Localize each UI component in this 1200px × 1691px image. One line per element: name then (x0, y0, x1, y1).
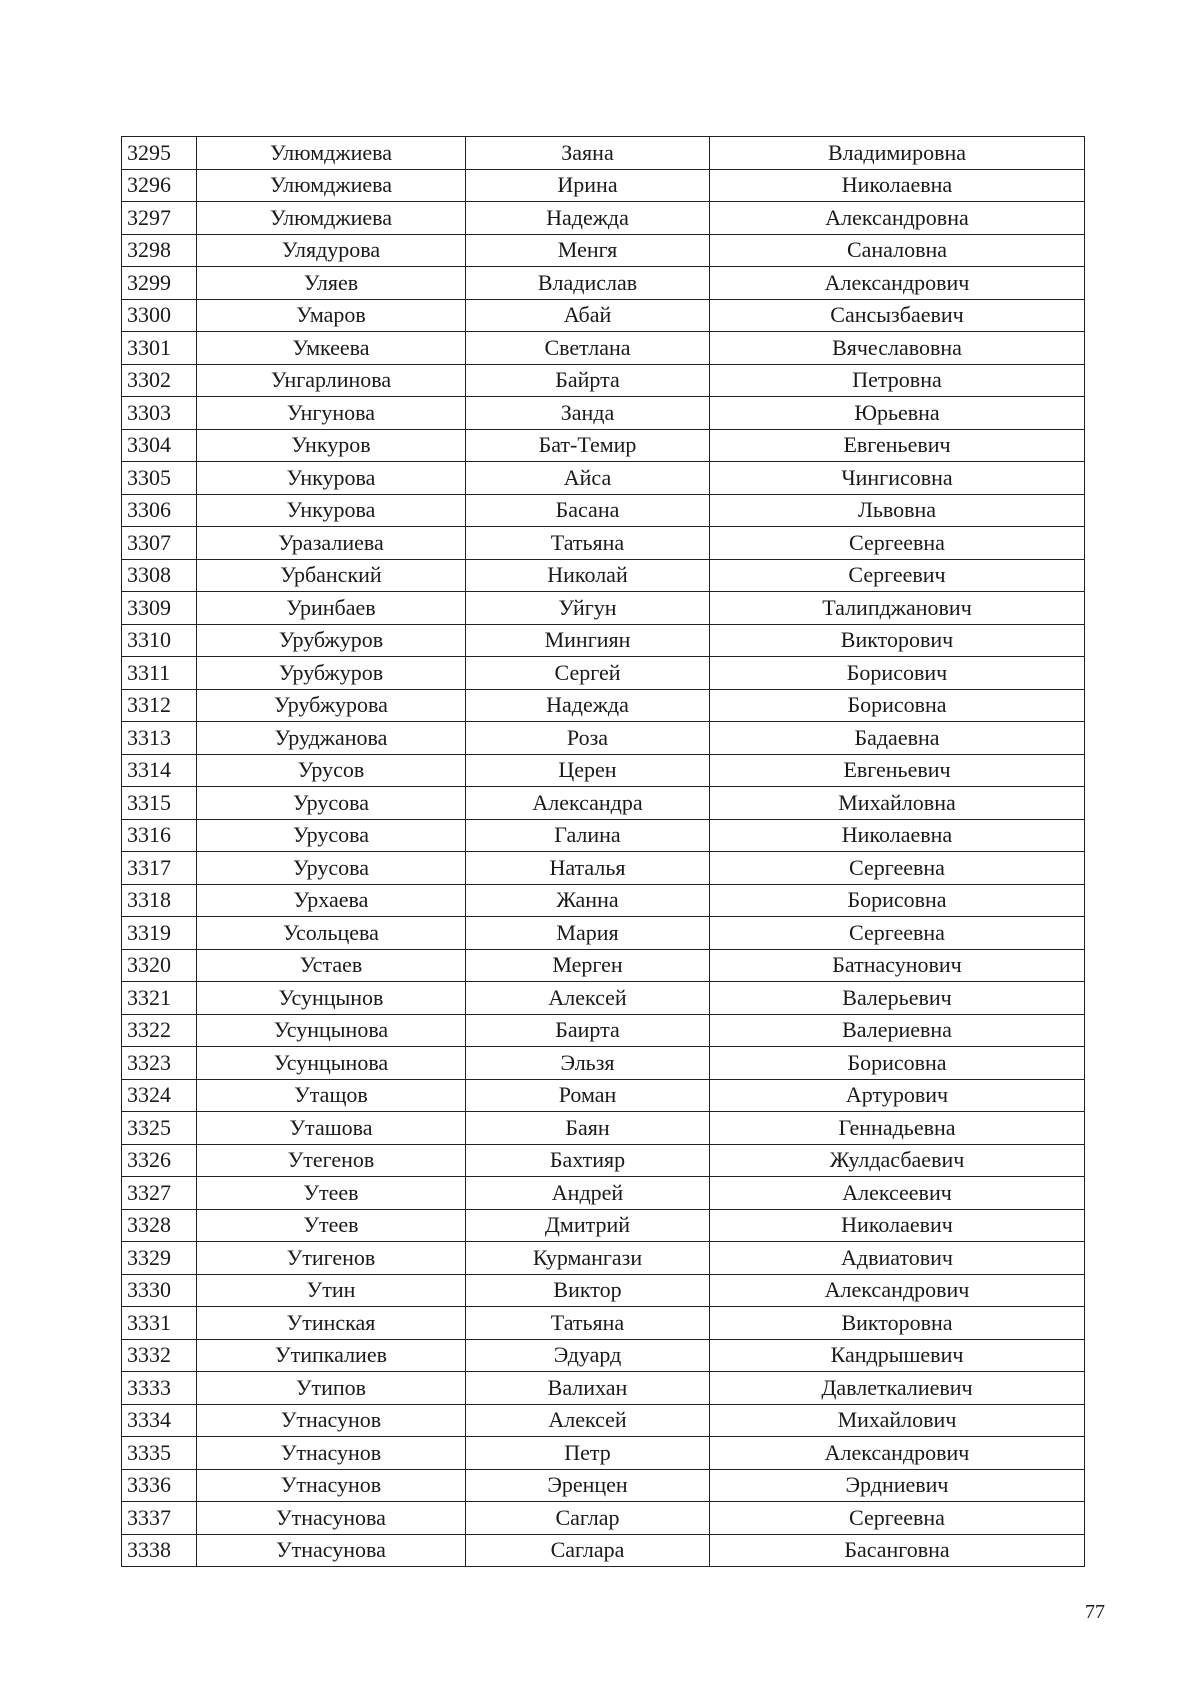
surname-cell: Урусова (197, 852, 466, 885)
table-row (122, 1307, 1085, 1340)
patronymic-cell: Басанговна (710, 1534, 1085, 1567)
patronymic-cell: Артурович (710, 1079, 1085, 1112)
surname-cell: Усунцынова (197, 1014, 466, 1047)
table-row (122, 1047, 1085, 1080)
first-name-cell: Эренцен (466, 1469, 710, 1502)
row-number-cell: 3322 (122, 1014, 197, 1047)
row-number-cell: 3309 (122, 592, 197, 625)
patronymic-cell: Талипджанович (710, 592, 1085, 625)
page-number: 77 (1085, 1601, 1105, 1623)
patronymic-cell: Сергеевна (710, 1502, 1085, 1535)
first-name-cell: Петр (466, 1437, 710, 1470)
patronymic-cell: Сергеевна (710, 852, 1085, 885)
row-number-cell: 3323 (122, 1047, 197, 1080)
first-name-cell: Сергей (466, 657, 710, 690)
patronymic-cell: Геннадьевна (710, 1112, 1085, 1145)
surname-cell: Усунцынов (197, 982, 466, 1015)
patronymic-cell: Николаевна (710, 169, 1085, 202)
surname-cell: Утинская (197, 1307, 466, 1340)
first-name-cell: Саглара (466, 1534, 710, 1567)
patronymic-cell: Батнасунович (710, 949, 1085, 982)
patronymic-cell: Викторович (710, 624, 1085, 657)
table-row (122, 559, 1085, 592)
row-number-cell: 3327 (122, 1177, 197, 1210)
patronymic-cell: Евгеньевич (710, 754, 1085, 787)
first-name-cell: Роза (466, 722, 710, 755)
surname-cell: Утигенов (197, 1242, 466, 1275)
surname-cell: Урусова (197, 819, 466, 852)
first-name-cell: Алексей (466, 1404, 710, 1437)
patronymic-cell: Борисовна (710, 1047, 1085, 1080)
patronymic-cell: Адвиатович (710, 1242, 1085, 1275)
patronymic-cell: Сергеевич (710, 559, 1085, 592)
name-list-body (122, 137, 1085, 1567)
table-row (122, 267, 1085, 300)
surname-cell: Ункурова (197, 494, 466, 527)
first-name-cell: Менгя (466, 234, 710, 267)
row-number-cell: 3337 (122, 1502, 197, 1535)
row-number-cell: 3335 (122, 1437, 197, 1470)
patronymic-cell: Александрович (710, 267, 1085, 300)
surname-cell: Уразалиева (197, 527, 466, 560)
row-number-cell: 3302 (122, 364, 197, 397)
row-number-cell: 3318 (122, 884, 197, 917)
surname-cell: Утнасунов (197, 1469, 466, 1502)
table-row (122, 137, 1085, 170)
first-name-cell: Бахтияр (466, 1144, 710, 1177)
first-name-cell: Абай (466, 299, 710, 332)
patronymic-cell: Жулдасбаевич (710, 1144, 1085, 1177)
surname-cell: Утащов (197, 1079, 466, 1112)
table-row (122, 754, 1085, 787)
surname-cell: Урусова (197, 787, 466, 820)
row-number-cell: 3321 (122, 982, 197, 1015)
first-name-cell: Басана (466, 494, 710, 527)
first-name-cell: Церен (466, 754, 710, 787)
first-name-cell: Эдуард (466, 1339, 710, 1372)
table-row (122, 949, 1085, 982)
patronymic-cell: Владимировна (710, 137, 1085, 170)
patronymic-cell: Эрдниевич (710, 1469, 1085, 1502)
first-name-cell: Александра (466, 787, 710, 820)
first-name-cell: Наталья (466, 852, 710, 885)
patronymic-cell: Александровна (710, 202, 1085, 235)
surname-cell: Урубжурова (197, 689, 466, 722)
table-row (122, 1014, 1085, 1047)
row-number-cell: 3310 (122, 624, 197, 657)
patronymic-cell: Александрович (710, 1437, 1085, 1470)
surname-cell: Уташова (197, 1112, 466, 1145)
surname-cell: Утипкалиев (197, 1339, 466, 1372)
table-row (122, 852, 1085, 885)
table-row (122, 169, 1085, 202)
patronymic-cell: Борисовна (710, 884, 1085, 917)
first-name-cell: Николай (466, 559, 710, 592)
patronymic-cell: Сансызбаевич (710, 299, 1085, 332)
first-name-cell: Эльзя (466, 1047, 710, 1080)
first-name-cell: Курмангази (466, 1242, 710, 1275)
surname-cell: Урубжуров (197, 624, 466, 657)
surname-cell: Утеев (197, 1177, 466, 1210)
first-name-cell: Занда (466, 397, 710, 430)
table-row (122, 657, 1085, 690)
table-row (122, 592, 1085, 625)
name-list-table (121, 136, 1085, 1567)
surname-cell: Утнасунов (197, 1404, 466, 1437)
patronymic-cell: Валериевна (710, 1014, 1085, 1047)
row-number-cell: 3297 (122, 202, 197, 235)
patronymic-cell: Петровна (710, 364, 1085, 397)
row-number-cell: 3296 (122, 169, 197, 202)
first-name-cell: Саглар (466, 1502, 710, 1535)
row-number-cell: 3333 (122, 1372, 197, 1405)
table-row (122, 202, 1085, 235)
surname-cell: Ункуров (197, 429, 466, 462)
table-row (122, 917, 1085, 950)
first-name-cell: Жанна (466, 884, 710, 917)
table-row (122, 982, 1085, 1015)
patronymic-cell: Викторовна (710, 1307, 1085, 1340)
table-row (122, 1144, 1085, 1177)
first-name-cell: Надежда (466, 689, 710, 722)
patronymic-cell: Николаевна (710, 819, 1085, 852)
table-row (122, 1079, 1085, 1112)
table-row (122, 1404, 1085, 1437)
row-number-cell: 3328 (122, 1209, 197, 1242)
table-row (122, 1534, 1085, 1567)
row-number-cell: 3314 (122, 754, 197, 787)
row-number-cell: 3319 (122, 917, 197, 950)
first-name-cell: Заяна (466, 137, 710, 170)
row-number-cell: 3326 (122, 1144, 197, 1177)
patronymic-cell: Валерьевич (710, 982, 1085, 1015)
first-name-cell: Баян (466, 1112, 710, 1145)
surname-cell: Унгунова (197, 397, 466, 430)
row-number-cell: 3300 (122, 299, 197, 332)
table-row (122, 364, 1085, 397)
table-row (122, 1469, 1085, 1502)
table-row (122, 429, 1085, 462)
table-row (122, 722, 1085, 755)
first-name-cell: Мария (466, 917, 710, 950)
patronymic-cell: Борисовна (710, 689, 1085, 722)
patronymic-cell: Борисович (710, 657, 1085, 690)
table-row (122, 689, 1085, 722)
surname-cell: Уринбаев (197, 592, 466, 625)
surname-cell: Улюмджиева (197, 137, 466, 170)
row-number-cell: 3303 (122, 397, 197, 430)
table-row (122, 494, 1085, 527)
first-name-cell: Андрей (466, 1177, 710, 1210)
patronymic-cell: Давлеткалиевич (710, 1372, 1085, 1405)
table-row (122, 1209, 1085, 1242)
surname-cell: Устаев (197, 949, 466, 982)
surname-cell: Утнасунов (197, 1437, 466, 1470)
first-name-cell: Татьяна (466, 1307, 710, 1340)
surname-cell: Урбанский (197, 559, 466, 592)
first-name-cell: Дмитрий (466, 1209, 710, 1242)
surname-cell: Уляев (197, 267, 466, 300)
first-name-cell: Ирина (466, 169, 710, 202)
row-number-cell: 3330 (122, 1274, 197, 1307)
table-row (122, 1437, 1085, 1470)
patronymic-cell: Михайловна (710, 787, 1085, 820)
first-name-cell: Татьяна (466, 527, 710, 560)
row-number-cell: 3299 (122, 267, 197, 300)
first-name-cell: Уйгун (466, 592, 710, 625)
row-number-cell: 3336 (122, 1469, 197, 1502)
row-number-cell: 3317 (122, 852, 197, 885)
patronymic-cell: Александрович (710, 1274, 1085, 1307)
row-number-cell: 3305 (122, 462, 197, 495)
surname-cell: Улюмджиева (197, 202, 466, 235)
surname-cell: Утнасунова (197, 1534, 466, 1567)
first-name-cell: Надежда (466, 202, 710, 235)
row-number-cell: 3324 (122, 1079, 197, 1112)
table-row (122, 1372, 1085, 1405)
first-name-cell: Галина (466, 819, 710, 852)
row-number-cell: 3304 (122, 429, 197, 462)
patronymic-cell: Саналовна (710, 234, 1085, 267)
first-name-cell: Бат-Темир (466, 429, 710, 462)
patronymic-cell: Сергеевна (710, 527, 1085, 560)
row-number-cell: 3334 (122, 1404, 197, 1437)
surname-cell: Унгарлинова (197, 364, 466, 397)
first-name-cell: Владислав (466, 267, 710, 300)
table-row (122, 397, 1085, 430)
row-number-cell: 3306 (122, 494, 197, 527)
table-row (122, 819, 1085, 852)
row-number-cell: 3295 (122, 137, 197, 170)
table-row (122, 1177, 1085, 1210)
surname-cell: Урубжуров (197, 657, 466, 690)
row-number-cell: 3315 (122, 787, 197, 820)
surname-cell: Урхаева (197, 884, 466, 917)
table-row (122, 234, 1085, 267)
table-row (122, 1274, 1085, 1307)
first-name-cell: Виктор (466, 1274, 710, 1307)
row-number-cell: 3320 (122, 949, 197, 982)
first-name-cell: Валихан (466, 1372, 710, 1405)
table-row (122, 884, 1085, 917)
table-row (122, 462, 1085, 495)
patronymic-cell: Михайлович (710, 1404, 1085, 1437)
first-name-cell: Алексей (466, 982, 710, 1015)
surname-cell: Усольцева (197, 917, 466, 950)
row-number-cell: 3332 (122, 1339, 197, 1372)
surname-cell: Утин (197, 1274, 466, 1307)
patronymic-cell: Вячеславовна (710, 332, 1085, 365)
patronymic-cell: Евгеньевич (710, 429, 1085, 462)
first-name-cell: Роман (466, 1079, 710, 1112)
surname-cell: Утнасунова (197, 1502, 466, 1535)
row-number-cell: 3311 (122, 657, 197, 690)
row-number-cell: 3316 (122, 819, 197, 852)
table-row (122, 624, 1085, 657)
row-number-cell: 3329 (122, 1242, 197, 1275)
first-name-cell: Байрта (466, 364, 710, 397)
table-row (122, 1242, 1085, 1275)
first-name-cell: Айса (466, 462, 710, 495)
row-number-cell: 3308 (122, 559, 197, 592)
patronymic-cell: Кандрышевич (710, 1339, 1085, 1372)
first-name-cell: Мерген (466, 949, 710, 982)
row-number-cell: 3338 (122, 1534, 197, 1567)
first-name-cell: Мингиян (466, 624, 710, 657)
table-row (122, 787, 1085, 820)
first-name-cell: Светлана (466, 332, 710, 365)
table-row (122, 1112, 1085, 1145)
patronymic-cell: Бадаевна (710, 722, 1085, 755)
table-row (122, 1339, 1085, 1372)
row-number-cell: 3313 (122, 722, 197, 755)
surname-cell: Умкеева (197, 332, 466, 365)
row-number-cell: 3312 (122, 689, 197, 722)
surname-cell: Усунцынова (197, 1047, 466, 1080)
row-number-cell: 3325 (122, 1112, 197, 1145)
surname-cell: Уруджанова (197, 722, 466, 755)
table-row (122, 299, 1085, 332)
surname-cell: Утипов (197, 1372, 466, 1405)
row-number-cell: 3331 (122, 1307, 197, 1340)
patronymic-cell: Чингисовна (710, 462, 1085, 495)
patronymic-cell: Николаевич (710, 1209, 1085, 1242)
surname-cell: Утегенов (197, 1144, 466, 1177)
row-number-cell: 3301 (122, 332, 197, 365)
patronymic-cell: Юрьевна (710, 397, 1085, 430)
row-number-cell: 3307 (122, 527, 197, 560)
patronymic-cell: Алексеевич (710, 1177, 1085, 1210)
row-number-cell: 3298 (122, 234, 197, 267)
surname-cell: Улядурова (197, 234, 466, 267)
table-row (122, 1502, 1085, 1535)
surname-cell: Утеев (197, 1209, 466, 1242)
table-row (122, 527, 1085, 560)
surname-cell: Ункурова (197, 462, 466, 495)
table-row (122, 332, 1085, 365)
first-name-cell: Баирта (466, 1014, 710, 1047)
surname-cell: Умаров (197, 299, 466, 332)
surname-cell: Урусов (197, 754, 466, 787)
surname-cell: Улюмджиева (197, 169, 466, 202)
patronymic-cell: Сергеевна (710, 917, 1085, 950)
patronymic-cell: Львовна (710, 494, 1085, 527)
